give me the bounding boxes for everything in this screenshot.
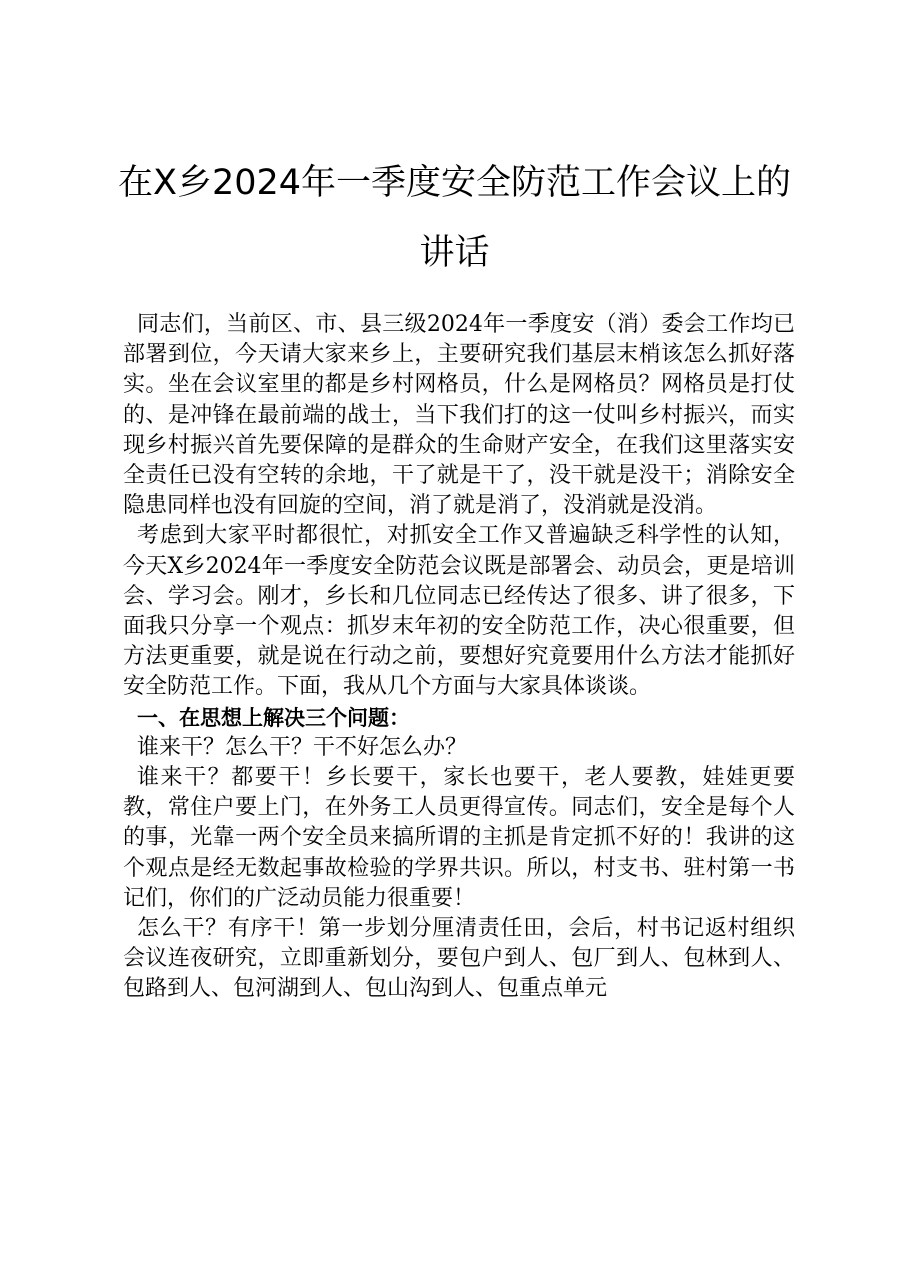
paragraph-who: 谁来干？都要干！乡长要干，家长也要干，老人要教，娃娃更要教，常住户要上门，在外务工人员更得宣传。同志们，安全是每个人的事，光靠一两个安全员来搞所谓的主抓是肯定抓不好的！我讲的这个观点是经无数起事故检验的学界共识。所以，村支书、驻村第一书记们，你们的广泛动员能力很重要！ (123, 765, 795, 911)
paragraph-how: 怎么干？有序干！第一步划分厘清责任田，会后，村书记返村组织会议连夜研究，立即重新划分，要包户到人、包厂到人、包林到人、包路到人、包河湖到人、包山沟到人、包重点单元 (123, 916, 795, 1002)
paragraph-context: 考虑到大家平时都很忙，对抓安全工作又普遍缺乏科学性的认知，今天X乡2024年一季度安全防范会议既是部署会、动员会，更是培训会、学习会。刚才，乡长和几位同志已经传达了很多、讲了很多，下面我只分享一个观点：抓岁末年初的安全防范工作，决心很重要，但方法更重要，就是说在行动之前，要想好究竟要用什么方法才能抓好安全防范工作。下面，我从几个方面与大家具体谈谈。 (123, 523, 795, 700)
document-title-line-2: 讲话 (419, 233, 490, 273)
document-title-line-1: 在X乡2024年一季度安全防范工作会议上的 (117, 163, 792, 203)
section-heading-1: 一、在思想上解决三个问题： (137, 705, 410, 730)
paragraph-opening: 同志们，当前区、市、县三级2024年一季度安（消）委会工作均已部署到位，今天请大家来乡上，主要研究我们基层末梢该怎么抓好落实。坐在会议室里的都是乡村网格员，什么是网格员？网格员是打仗的、是冲锋在最前端的战士，当下我们打的这一仗叫乡村振兴，而实现乡村振兴首先要保障的是群众的生命财产安全，在我们这里落实安全责任已没有空转的余地，干了就是干了，没干就是没干；消除安全隐患同样也没有回旋的空间，消了就是消了，没消就是没消。 (123, 312, 795, 519)
document-body (123, 310, 795, 1005)
paragraph-questions: 谁来干？怎么干？干不好怎么办？ (137, 734, 468, 760)
